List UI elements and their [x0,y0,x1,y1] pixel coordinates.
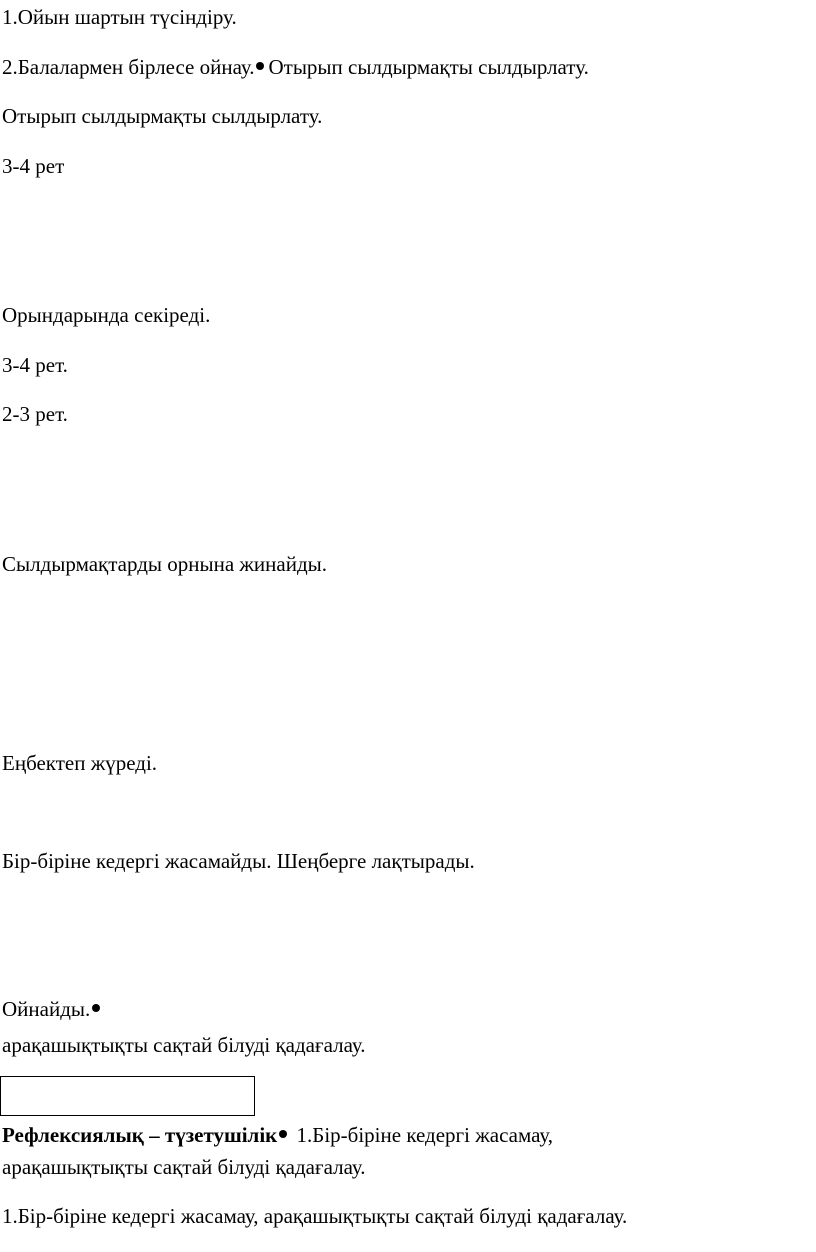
text-span: 2.Балалармен бірлесе ойнау. [2,55,255,79]
text-span: 1.Бір-біріне кедергі жасамау, [291,1123,554,1147]
text-line [2,54,589,80]
text-span: арақашықтықты сақтай білуді қадағалау. [2,1033,366,1057]
text-line [2,401,68,427]
text-span: Отырып сылдырмақты сылдырлату. [268,55,589,79]
text-line [2,848,475,874]
text-line [2,103,322,129]
text-line [2,352,68,378]
text-span: 2-3 рет. [2,402,68,426]
text-line [2,1122,553,1148]
text-span: 3-4 рет. [2,353,68,377]
bullet-icon [256,62,264,70]
text-span: Еңбектеп жүреді. [2,751,158,775]
text-line [2,4,237,30]
text-span: Отырып сылдырмақты сылдырлату. [2,104,323,128]
text-line [2,996,104,1022]
text-span: Ойнайды. [2,997,91,1021]
text-span: Бір-біріне кедергі жасамайды. Шеңберге лақтырады. [2,849,475,873]
text-line [2,153,64,179]
text-line [2,551,327,577]
text-span: Орындарында секіреді. [2,303,211,327]
text-span: арақашықтықты сақтай білуді қадағалау. [2,1155,366,1179]
section-heading: Рефлексиялық – түзетушілік [2,1123,278,1147]
text-line [2,1203,627,1229]
text-span: Сылдырмақтарды орнына жинайды. [2,552,328,576]
bullet-icon [92,1004,100,1012]
text-line [2,302,210,328]
text-span: 1.Бір-біріне кедергі жасамау, арақашықтықты сақтай білуді қадағалау. [2,1204,628,1228]
text-line [2,1154,366,1180]
text-span: 1.Ойын шартын түсіндіру. [2,5,237,29]
empty-box [0,1076,255,1116]
text-line [2,1032,366,1058]
bullet-icon [279,1130,287,1138]
text-span: 3-4 рет [2,154,65,178]
text-line [2,750,157,776]
